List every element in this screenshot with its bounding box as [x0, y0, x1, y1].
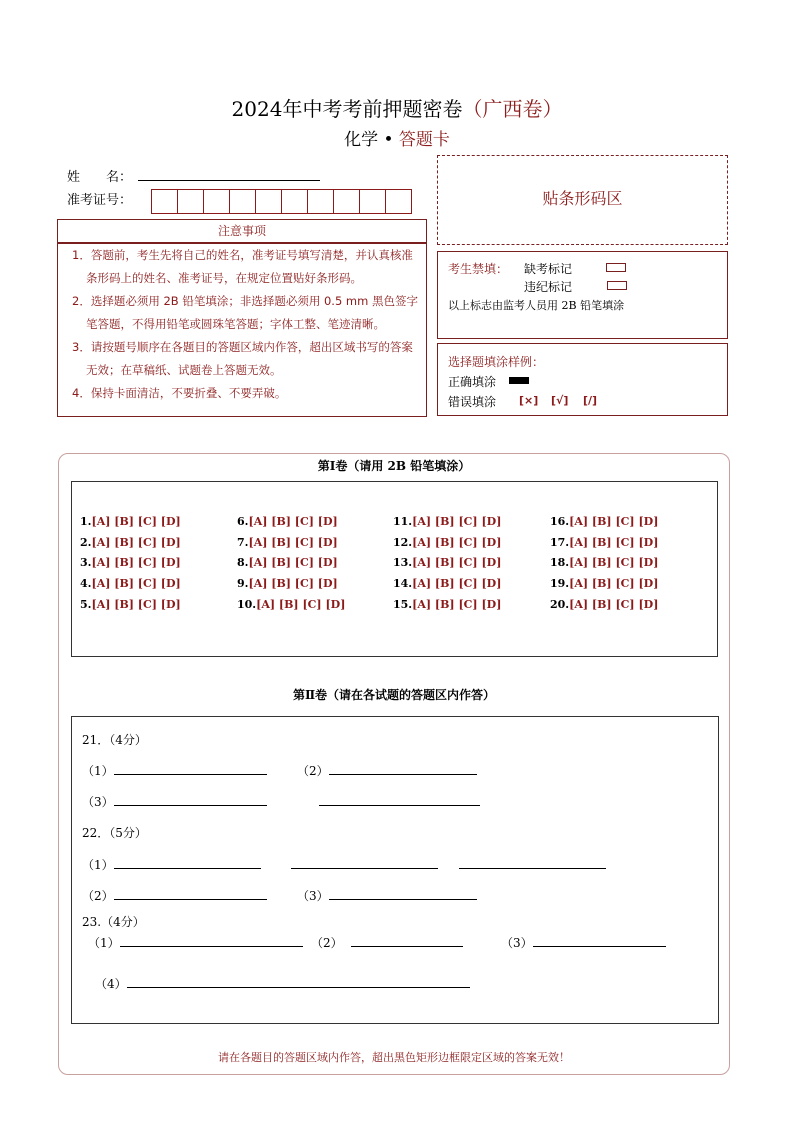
- answer-options[interactable]: [A] [B] [C] [D]: [256, 598, 346, 611]
- notice-box: [57, 243, 427, 417]
- question-number: 12.: [393, 536, 413, 549]
- mc-question[interactable]: [393, 536, 501, 549]
- wrong-mark: [√]: [551, 394, 569, 407]
- mc-question[interactable]: [550, 598, 658, 611]
- correct-label: 正确填涂: [448, 375, 497, 389]
- filled-mark-icon: [509, 377, 529, 384]
- mc-question[interactable]: [80, 577, 181, 590]
- answer-line[interactable]: [114, 887, 267, 900]
- answer-options[interactable]: [A] [B] [C] [D]: [412, 515, 502, 528]
- answer-line[interactable]: [319, 793, 480, 806]
- answer-options[interactable]: [A] [B] [C] [D]: [91, 556, 181, 569]
- answer-options[interactable]: [A] [B] [C] [D]: [248, 556, 338, 569]
- answer-options[interactable]: [A] [B] [C] [D]: [412, 556, 502, 569]
- question-number: 20.: [550, 598, 570, 611]
- answer-line[interactable]: [114, 762, 267, 775]
- part2-title: 第Ⅱ卷（请在各试题的答题区内作答）: [292, 688, 496, 702]
- footer-warning: 请在各题目的答题区域内作答，超出黑色矩形边框限定区域的答案无效！: [218, 1051, 570, 1064]
- part-label: （2）: [82, 889, 114, 903]
- absent-checkbox[interactable]: [606, 263, 626, 272]
- question-number: 11.: [393, 515, 413, 528]
- question-number: 8.: [237, 556, 249, 569]
- mc-question[interactable]: [237, 598, 345, 611]
- answer-line[interactable]: [291, 856, 438, 869]
- answer-options[interactable]: [A] [B] [C] [D]: [248, 577, 338, 590]
- question-number: 19.: [550, 577, 570, 590]
- name-input[interactable]: [138, 180, 320, 181]
- question-number: 15.: [393, 598, 413, 611]
- answer-options[interactable]: [A] [B] [C] [D]: [569, 515, 659, 528]
- part-label: （2）: [311, 936, 343, 950]
- question-number: 7.: [237, 536, 249, 549]
- answer-options[interactable]: [A] [B] [C] [D]: [412, 536, 502, 549]
- part1-box: [71, 481, 718, 657]
- answer-options[interactable]: [A] [B] [C] [D]: [248, 536, 338, 549]
- answer-options[interactable]: [A] [B] [C] [D]: [569, 598, 659, 611]
- mc-question[interactable]: [80, 515, 181, 528]
- answer-options[interactable]: [A] [B] [C] [D]: [248, 515, 338, 528]
- violation-label: 违纪标记: [524, 280, 573, 294]
- question-number: 4.: [80, 577, 92, 590]
- question-number: 6.: [237, 515, 249, 528]
- mc-question[interactable]: [237, 515, 338, 528]
- mc-question[interactable]: [550, 536, 658, 549]
- question-number: 1.: [80, 515, 92, 528]
- question-number: 2.: [80, 536, 92, 549]
- question-number: 13.: [393, 556, 413, 569]
- question-number: 10.: [237, 598, 257, 611]
- part-label: （2）: [297, 764, 329, 778]
- question-number: 17.: [550, 536, 570, 549]
- page-title: [0, 93, 794, 122]
- question-number: 16.: [550, 515, 570, 528]
- mc-question[interactable]: [80, 536, 181, 549]
- answer-options[interactable]: [A] [B] [C] [D]: [412, 577, 502, 590]
- notice-item: 1．答题前，考生先将自己的姓名，准考证号填写清楚，并认真核准条形码上的姓名、准考证号，在规定位置贴好条形码。: [72, 248, 413, 285]
- mc-question[interactable]: [237, 577, 338, 590]
- answer-options[interactable]: [A] [B] [C] [D]: [91, 515, 181, 528]
- part-label: （1）: [82, 764, 114, 778]
- answer-line[interactable]: [533, 934, 666, 947]
- part-label: （3）: [82, 795, 114, 809]
- answer-options[interactable]: [A] [B] [C] [D]: [569, 536, 659, 549]
- answer-options[interactable]: [A] [B] [C] [D]: [569, 556, 659, 569]
- mc-question[interactable]: [237, 536, 338, 549]
- id-input-boxes[interactable]: [151, 189, 412, 214]
- mc-question[interactable]: [550, 556, 658, 569]
- mc-question[interactable]: [550, 577, 658, 590]
- name-label: 姓 名：: [67, 170, 133, 185]
- wrong-label: 错误填涂: [448, 395, 497, 409]
- mc-question[interactable]: [393, 515, 501, 528]
- wrong-mark: [×]: [519, 394, 539, 407]
- card-label: 答题卡: [398, 130, 450, 150]
- mc-question[interactable]: [80, 598, 181, 611]
- answer-line[interactable]: [114, 856, 261, 869]
- subject: 化学 •: [344, 130, 399, 150]
- notice-item: 3．请按题号顺序在各题目的答题区域内作答，超出区域书写的答案无效；在草稿纸、试题卷上答题无效。: [72, 340, 413, 377]
- answer-line[interactable]: [329, 762, 477, 775]
- answer-line[interactable]: [114, 793, 267, 806]
- title-region: （广西卷）: [462, 97, 563, 121]
- mc-question[interactable]: [393, 556, 501, 569]
- answer-line[interactable]: [351, 934, 463, 947]
- forbidden-box: [437, 251, 728, 339]
- mc-question[interactable]: [393, 577, 501, 590]
- part-label: （4）: [95, 977, 127, 991]
- notice-title: 注意事项: [57, 219, 427, 243]
- barcode-area: 贴条形码区: [437, 155, 728, 245]
- sample-title: 选择题填涂样例：: [448, 355, 545, 369]
- answer-options[interactable]: [A] [B] [C] [D]: [91, 577, 181, 590]
- id-label: 准考证号：: [67, 193, 133, 208]
- forbidden-note: 以上标志由监考人员用 2B 铅笔填涂: [448, 299, 625, 312]
- part-label: （3）: [297, 889, 329, 903]
- violation-checkbox[interactable]: [607, 281, 627, 290]
- mc-question[interactable]: [550, 515, 658, 528]
- answer-line[interactable]: [459, 856, 606, 869]
- wrong-mark: [/]: [583, 394, 598, 407]
- part-label: （1）: [82, 858, 114, 872]
- answer-options[interactable]: [A] [B] [C] [D]: [91, 598, 181, 611]
- question-number: 5.: [80, 598, 92, 611]
- q21-label: 21．（4分）: [82, 733, 147, 747]
- notice-item: 2．选择题必须用 2B 铅笔填涂；非选择题必须用 0.5 mm 黑色签字笔答题，不得用铅笔或圆珠笔答题；字体工整、笔迹清晰。: [72, 294, 418, 331]
- forbidden-label: 考生禁填：: [448, 262, 509, 276]
- part1-title: 第Ⅰ卷（请用 2B 铅笔填涂）: [317, 459, 471, 473]
- question-number: 3.: [80, 556, 92, 569]
- question-number: 14.: [393, 577, 413, 590]
- question-number: 9.: [237, 577, 249, 590]
- part-label: （3）: [501, 936, 533, 950]
- absent-label: 缺考标记: [524, 262, 573, 276]
- q23-label: 23.（4分）: [82, 915, 145, 929]
- answer-line[interactable]: [329, 887, 477, 900]
- q22-label: 22．（5分）: [82, 826, 147, 840]
- mc-question[interactable]: [80, 556, 181, 569]
- sample-box: [437, 343, 728, 416]
- answer-line[interactable]: [120, 934, 303, 947]
- part-label: （1）: [88, 936, 120, 950]
- subtitle: [0, 125, 794, 150]
- answer-options[interactable]: [A] [B] [C] [D]: [91, 536, 181, 549]
- notice-item: 4．保持卡面清洁，不要折叠、不要弄破。: [72, 386, 287, 400]
- title-main: 2024年中考考前押题密卷: [231, 97, 463, 121]
- mc-question[interactable]: [393, 598, 501, 611]
- mc-question[interactable]: [237, 556, 338, 569]
- answer-options[interactable]: [A] [B] [C] [D]: [569, 577, 659, 590]
- question-number: 18.: [550, 556, 570, 569]
- answer-line[interactable]: [127, 975, 470, 988]
- answer-options[interactable]: [A] [B] [C] [D]: [412, 598, 502, 611]
